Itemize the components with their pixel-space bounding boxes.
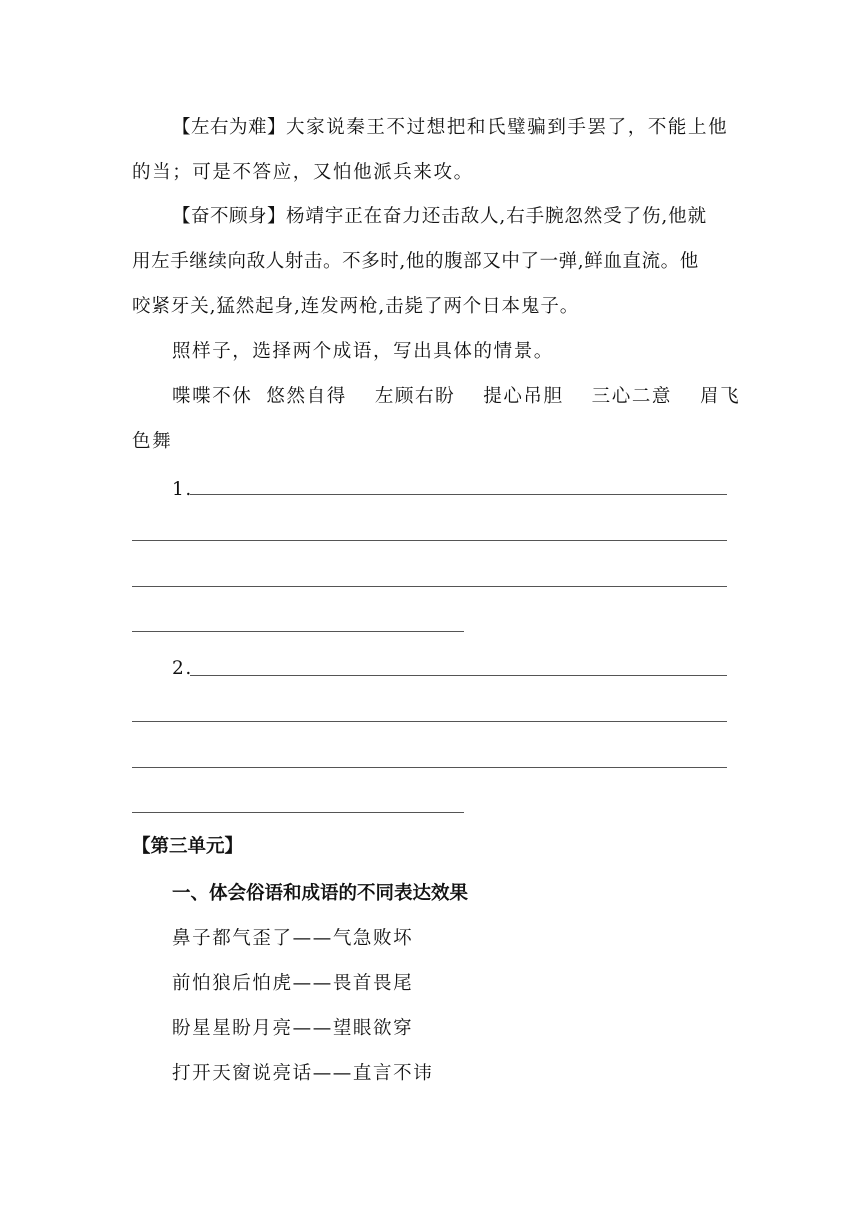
pair-dash: —— — [312, 1063, 353, 1084]
answer-2-blank-line[interactable] — [132, 721, 727, 722]
answer-2-blank-line[interactable] — [132, 767, 727, 768]
pair-row — [172, 972, 732, 996]
answer-2-blank-line[interactable] — [190, 675, 727, 676]
idiom-item: 三心二意 — [591, 386, 673, 407]
pair-dash: —— — [292, 1018, 333, 1039]
example-2-line-2: 用左手继续向敌人射击。不多时,他的腹部又中了一弹,鲜血直流。他 — [132, 251, 699, 272]
idiom-list-continued: 色舞 — [132, 431, 173, 452]
example-1-line-2: 的当；可是不答应，又怕他派兵来攻。 — [132, 162, 474, 183]
idiom-item: 左顾右盼 — [374, 386, 456, 407]
answer-1-blank-line[interactable] — [190, 494, 727, 495]
example-2-text-1: 杨靖宇正在奋力还击敌人,右手腕忽然受了伤,他就 — [286, 206, 707, 227]
pair-row — [172, 927, 732, 951]
pair-saying: 前怕狼后怕虎 — [172, 973, 293, 994]
example-2-line-1 — [172, 205, 732, 229]
pair-saying: 鼻子都气歪了 — [172, 928, 293, 949]
answer-1-blank-line[interactable] — [132, 631, 464, 632]
pair-idiom: 望眼欲穿 — [332, 1018, 414, 1039]
example-1-text-1: 大家说秦王不过想把和氏璧骗到手罢了，不能上他 — [286, 117, 729, 138]
pair-row — [172, 1017, 732, 1041]
example-1-line-1 — [172, 116, 732, 140]
answer-1-blank-line[interactable] — [132, 586, 727, 587]
answer-2-number: 2. — [172, 658, 193, 679]
pair-dash: —— — [292, 973, 333, 994]
pair-saying: 打开天窗说亮话 — [172, 1063, 313, 1084]
unit-title: 【第三单元】 — [132, 836, 244, 857]
pair-idiom: 直言不讳 — [352, 1063, 434, 1084]
pair-dash: —— — [292, 928, 333, 949]
idiom-list — [172, 385, 741, 409]
idiom-item: 喋喋不休 — [172, 386, 253, 407]
example-2-term: 【奋不顾身】 — [172, 206, 287, 227]
pair-idiom: 畏首畏尾 — [332, 973, 414, 994]
idiom-item-split-start: 眉飞 — [700, 386, 741, 407]
example-1-term: 【左右为难】 — [172, 117, 287, 138]
answer-1-number: 1. — [172, 479, 193, 500]
answer-2-blank-line[interactable] — [132, 812, 464, 813]
example-2-line-3: 咬紧牙关,猛然起身,连发两枪,击毙了两个日本鬼子。 — [132, 296, 580, 317]
pair-row — [172, 1062, 732, 1086]
idiom-item: 悠然自得 — [266, 386, 347, 407]
answer-1-blank-line[interactable] — [132, 540, 727, 541]
pair-saying: 盼星星盼月亮 — [172, 1018, 293, 1039]
idiom-item: 提心吊胆 — [483, 386, 564, 407]
pair-idiom: 气急败坏 — [332, 928, 414, 949]
instruction-text: 照样子，选择两个成语，写出具体的情景。 — [172, 341, 554, 362]
section-title: 一、体会俗语和成语的不同表达效果 — [172, 883, 469, 904]
